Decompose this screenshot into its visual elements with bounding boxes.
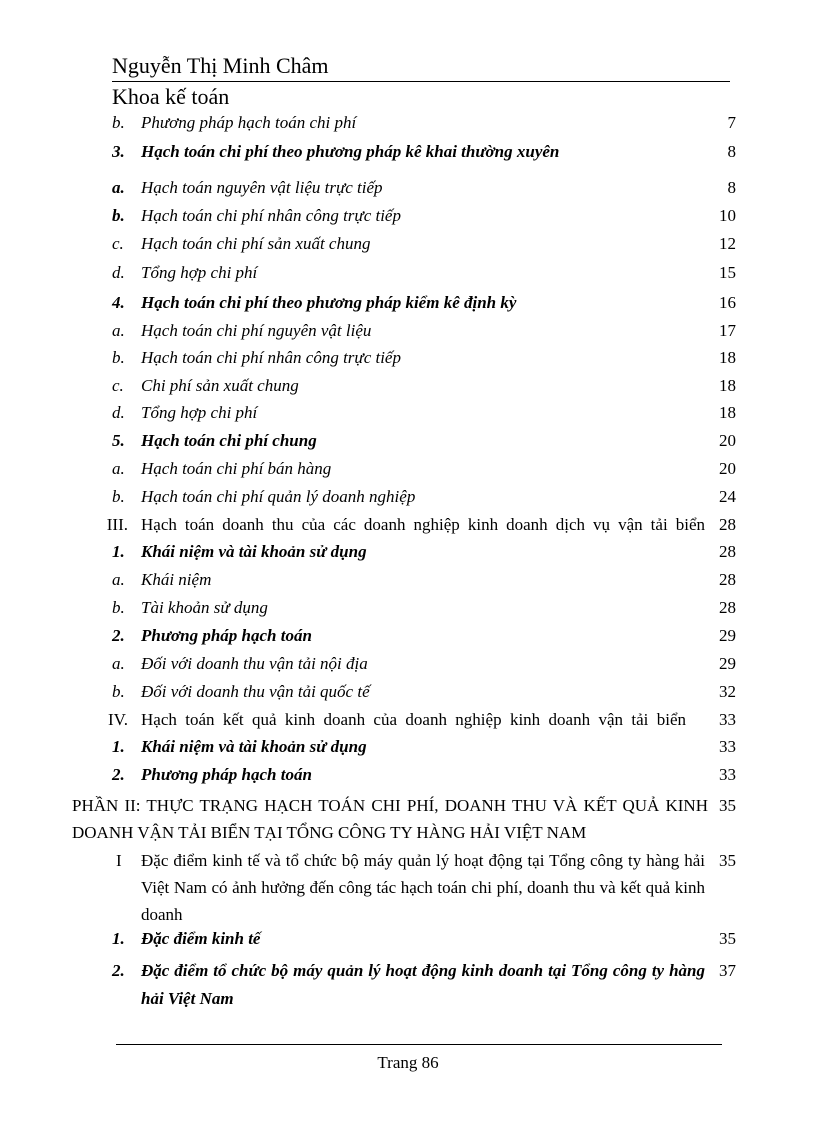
toc-title: Hạch toán chi phí nguyên vật liệu [141, 321, 372, 340]
toc-title: Hạch toán chi phí bán hàng [141, 459, 332, 478]
toc-marker: c. [112, 376, 124, 395]
toc-title: Hạch toán kết quả kinh doanh của doanh nghiệp kinh doanh vận tải biển [141, 710, 686, 729]
toc-title: Đối với doanh thu vận tải nội địa [141, 654, 368, 673]
toc-page: 35 [719, 796, 736, 815]
toc-page: 28 [719, 515, 736, 534]
toc-page: 24 [719, 487, 736, 506]
toc-page: 33 [719, 737, 736, 756]
toc-title: Hạch toán chi phí theo phương pháp kê khai thường xuyên [141, 142, 560, 161]
toc-marker: I [116, 851, 122, 870]
toc-title: Hạch toán chi phí nhân công trực tiếp [141, 206, 401, 225]
toc-marker: 4. [112, 293, 125, 312]
toc-title: Khái niệm và tài khoản sử dụng [141, 737, 367, 756]
toc-marker: b. [112, 682, 125, 701]
toc-page: 20 [719, 431, 736, 450]
toc-marker: b. [112, 206, 125, 225]
toc-title: Chi phí sản xuất chung [141, 376, 299, 395]
toc-title: Đặc điểm kinh tế [141, 929, 261, 948]
toc-marker: 1. [112, 737, 125, 756]
footer-rule [116, 1044, 722, 1045]
toc-title: Tổng hợp chi phí [141, 263, 258, 282]
toc-title: Đối với doanh thu vận tải quốc tế [141, 682, 370, 701]
toc-title: Hạch toán chi phí theo phương pháp kiểm kê định kỳ [141, 293, 517, 312]
toc-marker: b. [112, 487, 125, 506]
toc-title: Phương pháp hạch toán chi phí [141, 113, 357, 132]
toc-page: 33 [719, 765, 736, 784]
toc-marker: a. [112, 654, 125, 673]
toc-marker: 2. [112, 765, 125, 784]
toc-page: 33 [719, 710, 736, 729]
toc-title: Đặc điểm tổ chức bộ máy quản lý hoạt động kinh doanh tại Tổng công ty hàng hải Việt Nam [141, 961, 705, 1008]
toc-marker: d. [112, 263, 125, 282]
toc-marker: b. [112, 598, 125, 617]
toc-title: Hạch toán chi phí quản lý doanh nghiệp [141, 487, 416, 506]
toc-page: 8 [727, 142, 736, 161]
toc-page: 28 [719, 570, 736, 589]
toc-page: 20 [719, 459, 736, 478]
page-number: Trang 86 [377, 1053, 439, 1072]
toc-title: Hạch toán chi phí nhân công trực tiếp [141, 348, 401, 367]
toc-title: Hạch toán chi phí sản xuất chung [141, 234, 371, 253]
toc-page: 32 [719, 682, 736, 701]
toc-title: Tài khoản sử dụng [141, 598, 268, 617]
toc-page: 29 [719, 654, 736, 673]
toc-page: 37 [719, 961, 736, 980]
toc-page: 7 [727, 113, 736, 132]
toc-page: 28 [719, 542, 736, 561]
toc-title: Phương pháp hạch toán [141, 626, 312, 645]
toc-page: 18 [719, 376, 736, 395]
toc-marker: b. [112, 348, 125, 367]
toc-page: 10 [719, 206, 736, 225]
toc-marker: 3. [112, 142, 125, 161]
author-name: Nguyễn Thị Minh Châm [112, 53, 329, 78]
toc-page: 17 [719, 321, 736, 340]
department-name: Khoa kế toán [112, 84, 230, 109]
toc-marker: 1. [112, 542, 125, 561]
toc-title: PHẦN II: THỰC TRẠNG HẠCH TOÁN CHI PHÍ, DOANH THU VÀ KẾT QUẢ KINH DOANH VẬN TẢI BIỂN TẠI TỔNG CÔNG TY HÀNG HẢI VIỆT NAM [72, 796, 708, 842]
toc-page: 12 [719, 234, 736, 253]
toc-marker: a. [112, 321, 125, 340]
toc-page: 35 [719, 929, 736, 948]
toc-page: 18 [719, 403, 736, 422]
toc-marker: a. [112, 459, 125, 478]
toc-page: 29 [719, 626, 736, 645]
toc-title: Hạch toán nguyên vật liệu trực tiếp [141, 178, 383, 197]
toc-page: 8 [727, 178, 736, 197]
toc-title: Hạch toán doanh thu của các doanh nghiệp kinh doanh dịch vụ vận tải biển [141, 515, 705, 534]
toc-marker: 1. [112, 929, 125, 948]
toc-title: Hạch toán chi phí chung [141, 431, 317, 450]
toc-marker: 2. [112, 626, 125, 645]
toc-marker: a. [112, 178, 125, 197]
toc-marker: a. [112, 570, 125, 589]
toc-title: Đặc điểm kinh tế và tổ chức bộ máy quản lý hoạt động tại Tổng công ty hàng hải Việt Nam có ảnh hưởng đến công tác hạch toán chi phí, doanh thu và kết quả kinh doanh [141, 851, 705, 924]
toc-marker: 2. [112, 961, 125, 980]
toc-marker: 5. [112, 431, 125, 450]
toc-marker: d. [112, 403, 125, 422]
toc-marker: b. [112, 113, 125, 132]
toc-title: Tổng hợp chi phí [141, 403, 258, 422]
toc-title: Khái niệm [141, 570, 212, 589]
toc-marker: IV. [108, 710, 128, 729]
toc-marker: III. [106, 515, 128, 534]
toc-page: 15 [719, 263, 736, 282]
toc-marker: c. [112, 234, 124, 253]
toc-page: 18 [719, 348, 736, 367]
toc-page: 16 [719, 293, 736, 312]
toc-title: Phương pháp hạch toán [141, 765, 312, 784]
toc-page: 28 [719, 598, 736, 617]
toc-page: 35 [719, 851, 736, 870]
toc-title: Khái niệm và tài khoản sử dụng [141, 542, 367, 561]
